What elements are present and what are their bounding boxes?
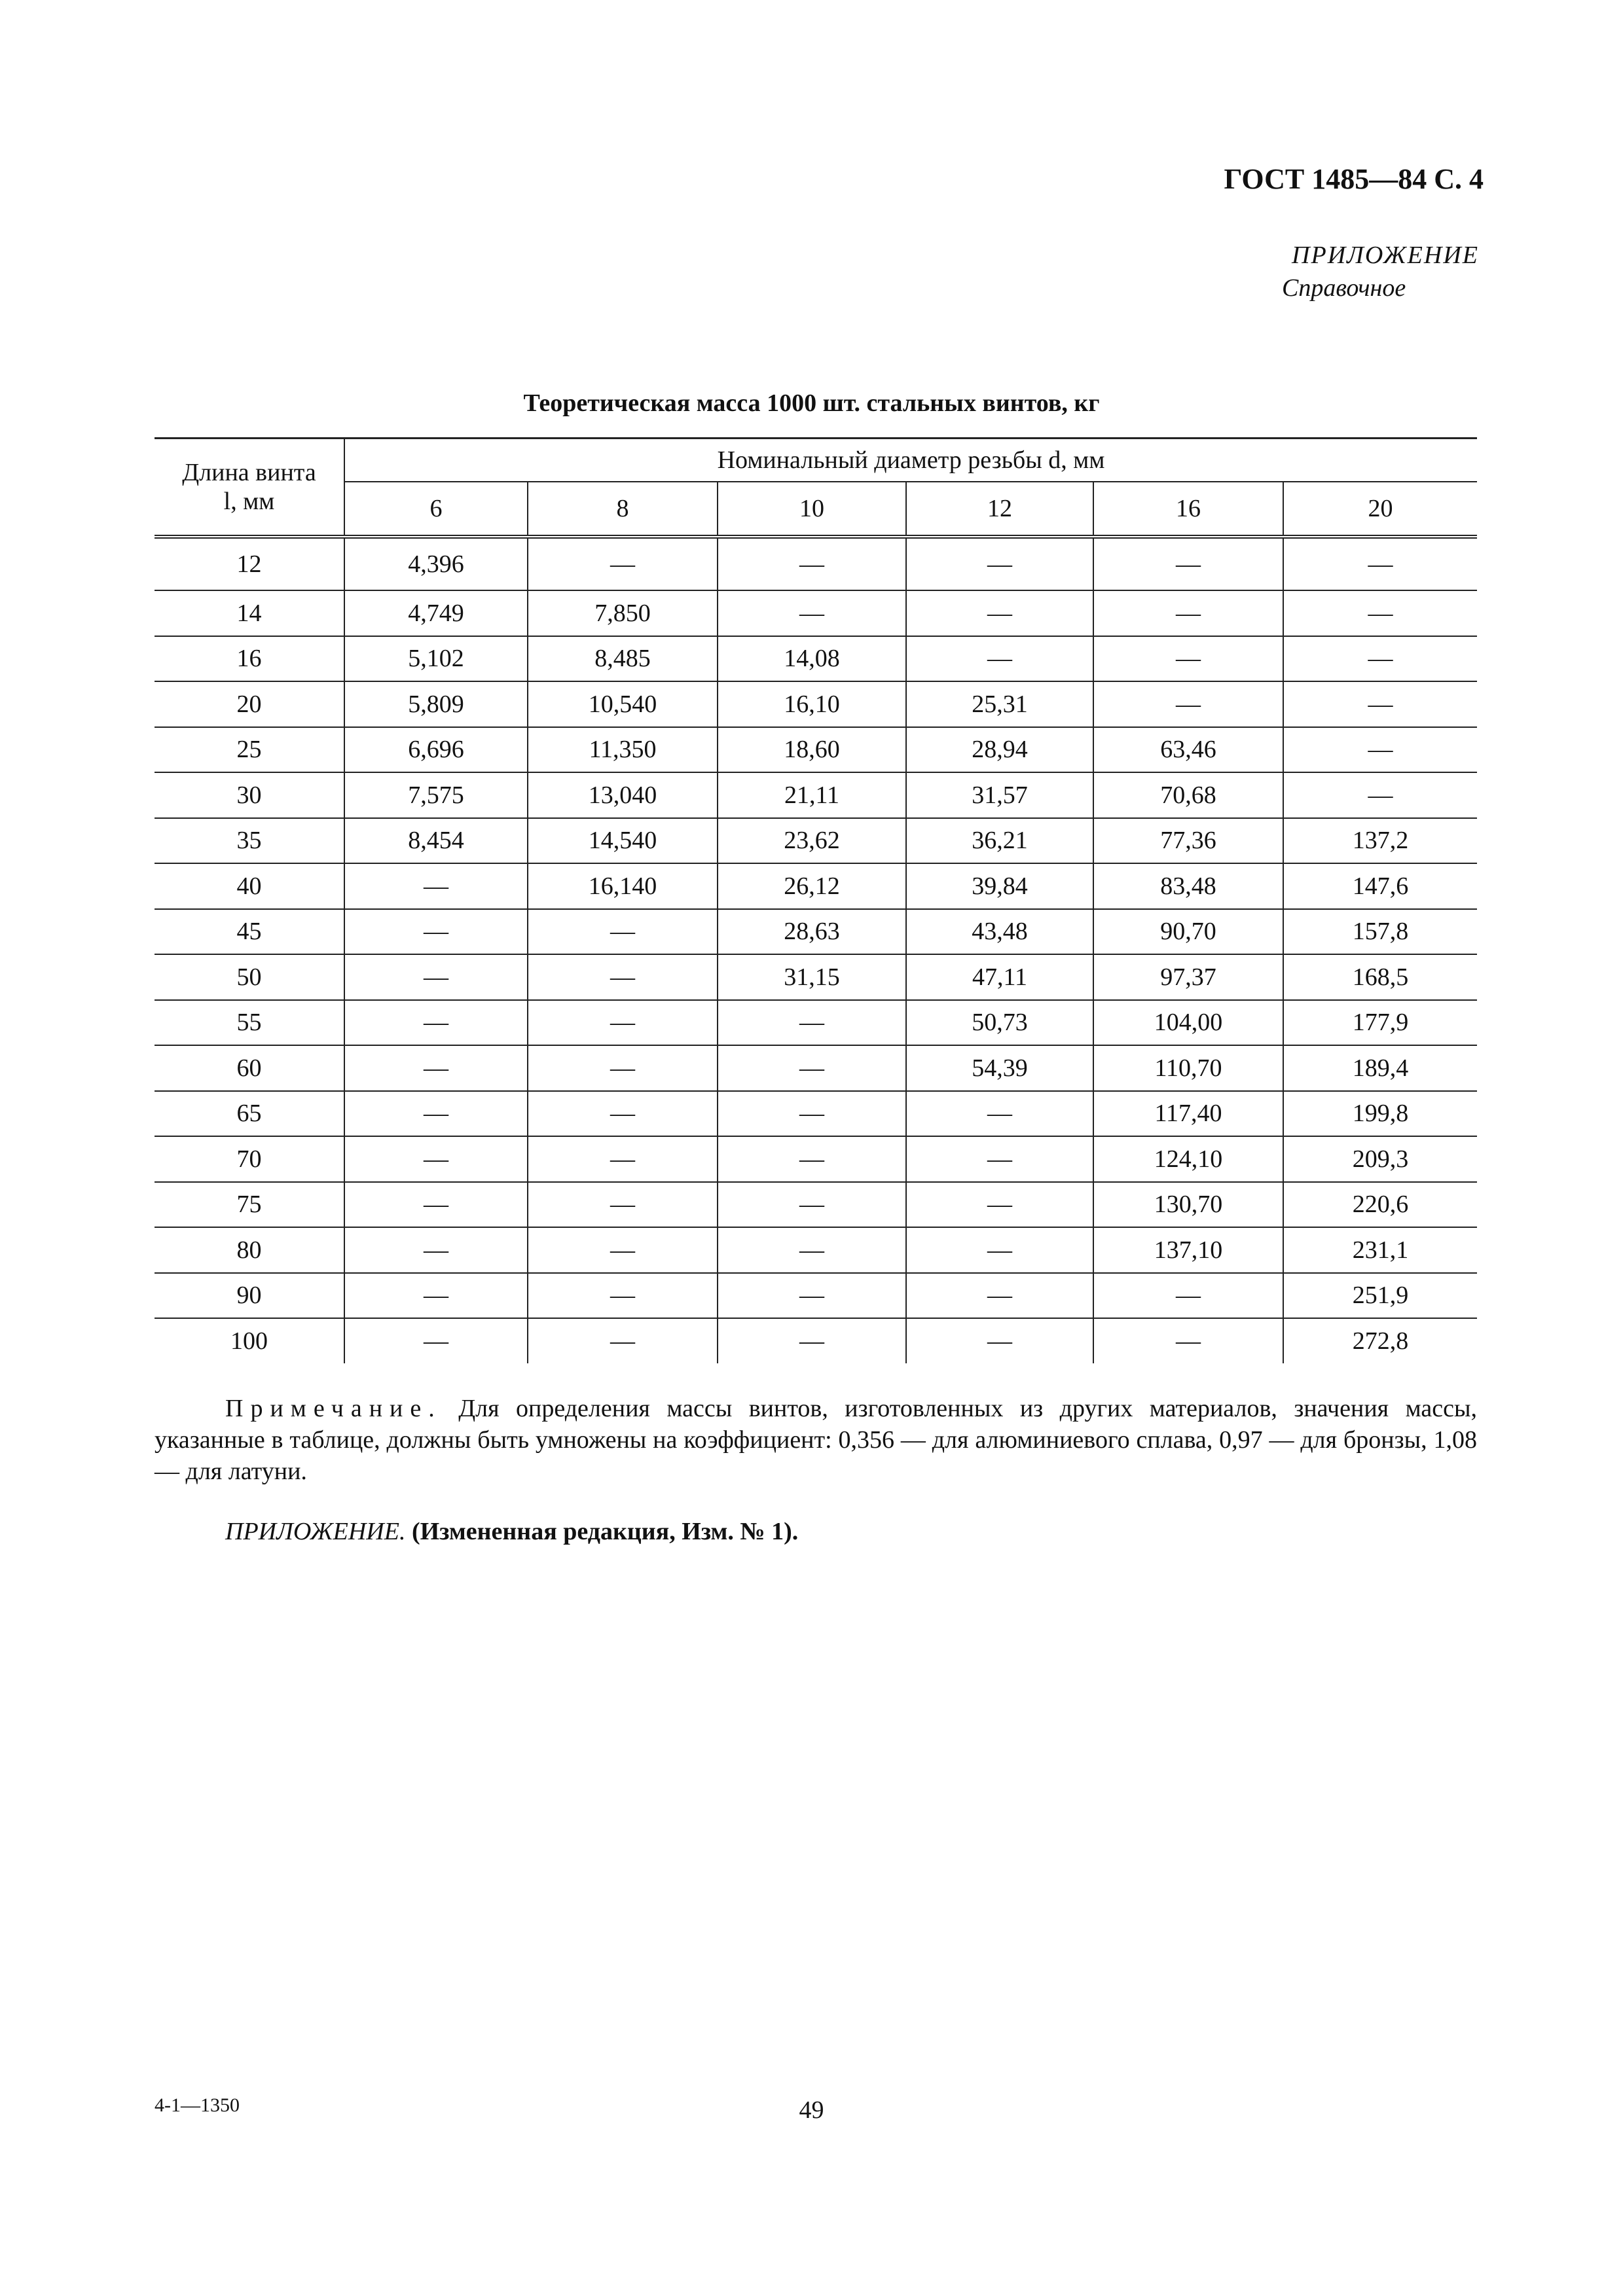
mass-cell: 13,040 [528,772,718,818]
mass-cell: 47,11 [906,954,1093,1000]
length-header-line2: l, мм [223,488,275,515]
mass-cell: 7,575 [344,772,528,818]
mass-cell: 8,485 [528,636,718,682]
mass-cell: — [906,636,1093,682]
mass-cell: — [1093,636,1283,682]
mass-cell: 90,70 [1093,909,1283,955]
length-cell: 25 [155,727,344,773]
mass-cell: 16,10 [718,681,906,727]
mass-table [155,437,1477,1363]
length-cell: 40 [155,863,344,909]
table-body [155,537,1477,1363]
mass-cell: 6,696 [344,727,528,773]
mass-cell: 63,46 [1093,727,1283,773]
table-row [155,727,1477,773]
table-row [155,1227,1477,1273]
mass-cell: 130,70 [1093,1182,1283,1228]
mass-cell: — [1093,590,1283,636]
table-row [155,1136,1477,1182]
mass-cell: — [906,590,1093,636]
mass-cell: — [1283,772,1477,818]
print-code: 4-1—1350 [155,2094,240,2116]
mass-cell: — [1093,1273,1283,1319]
mass-cell: 4,749 [344,590,528,636]
mass-cell: — [906,1273,1093,1319]
mass-cell: 251,9 [1283,1273,1477,1319]
mass-cell: 220,6 [1283,1182,1477,1228]
mass-cell: 28,63 [718,909,906,955]
mass-cell: — [718,1182,906,1228]
mass-cell: — [1093,681,1283,727]
mass-cell: 50,73 [906,1000,1093,1046]
mass-cell: 189,4 [1283,1045,1477,1091]
diameter-col-header: 6 [344,482,528,537]
length-cell: 80 [155,1227,344,1273]
length-cell: 60 [155,1045,344,1091]
mass-cell: 157,8 [1283,909,1477,955]
mass-cell: — [718,590,906,636]
note-label: Примечание. [225,1395,442,1422]
table-row [155,818,1477,864]
mass-cell: 43,48 [906,909,1093,955]
mass-cell: — [344,1182,528,1228]
appendix-type: Справочное [1282,274,1406,302]
mass-cell: 54,39 [906,1045,1093,1091]
mass-cell: 137,10 [1093,1227,1283,1273]
mass-cell: 23,62 [718,818,906,864]
mass-cell: 31,57 [906,772,1093,818]
mass-cell: 14,540 [528,818,718,864]
mass-cell: 137,2 [1283,818,1477,864]
note-text: Для определения массы винтов, изготовленных из других материалов, значения массы, указанные в таблице, должны быть умножены на коэффициент: 0,356 — для алюминиевого сплава, 0,97 — для бронзы, 1,08 — для латуни. [155,1395,1478,1485]
mass-cell: 7,850 [528,590,718,636]
mass-cell: 8,454 [344,818,528,864]
mass-cell: 39,84 [906,863,1093,909]
mass-cell: — [906,1182,1093,1228]
mass-cell: — [344,954,528,1000]
length-header-line1: Длина винта [182,459,316,486]
mass-cell: 11,350 [528,727,718,773]
diameter-col-header: 16 [1093,482,1283,537]
mass-cell: — [1283,636,1477,682]
mass-cell: 168,5 [1283,954,1477,1000]
mass-cell: 18,60 [718,727,906,773]
length-header [155,439,344,537]
table-title: Теоретическая масса 1000 шт. стальных винтов, кг [523,389,1100,417]
mass-cell: 25,31 [906,681,1093,727]
mass-cell: 83,48 [1093,863,1283,909]
mass-cell: 147,6 [1283,863,1477,909]
diameter-header: Номинальный диаметр резьбы d, мм [344,439,1477,482]
mass-cell: — [718,1273,906,1319]
diameter-col-header: 12 [906,482,1093,537]
table-row [155,681,1477,727]
edition-note [225,1517,798,1546]
diameter-col-header: 10 [718,482,906,537]
length-cell: 16 [155,636,344,682]
table-row [155,909,1477,955]
document-reference: ГОСТ 1485—84 С. 4 [1224,163,1484,195]
mass-cell: 16,140 [528,863,718,909]
mass-cell: — [906,1318,1093,1363]
table-row [155,1091,1477,1137]
mass-cell: 209,3 [1283,1136,1477,1182]
mass-cell: — [1283,537,1477,590]
mass-cell: 5,809 [344,681,528,727]
mass-cell: 14,08 [718,636,906,682]
mass-cell: — [1283,681,1477,727]
mass-cell: — [1093,537,1283,590]
table-row [155,1000,1477,1046]
mass-cell: — [528,954,718,1000]
length-cell: 12 [155,537,344,590]
table-row [155,636,1477,682]
mass-cell: 36,21 [906,818,1093,864]
mass-cell: — [906,537,1093,590]
appendix-label: ПРИЛОЖЕНИЕ [1292,242,1479,269]
mass-cell: — [528,1045,718,1091]
mass-cell: — [528,1182,718,1228]
edition-label: ПРИЛОЖЕНИЕ. [225,1518,406,1545]
mass-cell: 26,12 [718,863,906,909]
mass-cell: 231,1 [1283,1227,1477,1273]
mass-cell: — [1283,727,1477,773]
table-row [155,1182,1477,1228]
mass-cell: — [1093,1318,1283,1363]
mass-cell: — [344,1045,528,1091]
diameter-col-header: 20 [1283,482,1477,537]
mass-cell: 97,37 [1093,954,1283,1000]
mass-cell: 104,00 [1093,1000,1283,1046]
length-cell: 55 [155,1000,344,1046]
mass-cell: — [718,1045,906,1091]
mass-cell: 21,11 [718,772,906,818]
table-note [155,1393,1477,1487]
mass-cell: 77,36 [1093,818,1283,864]
page-number: 49 [799,2096,824,2124]
mass-cell: — [906,1227,1093,1273]
mass-cell: — [528,537,718,590]
mass-cell: — [528,1273,718,1319]
mass-cell: — [344,1273,528,1319]
length-cell: 75 [155,1182,344,1228]
table-row [155,1273,1477,1319]
mass-cell: 5,102 [344,636,528,682]
mass-cell: — [718,537,906,590]
mass-cell: 28,94 [906,727,1093,773]
length-cell: 45 [155,909,344,955]
mass-cell: — [718,1136,906,1182]
mass-cell: — [344,1136,528,1182]
mass-cell: 10,540 [528,681,718,727]
mass-cell: — [344,1227,528,1273]
mass-cell: — [528,1318,718,1363]
mass-cell: 70,68 [1093,772,1283,818]
mass-cell: — [718,1000,906,1046]
length-cell: 35 [155,818,344,864]
edition-text: (Измененная редакция, Изм. № 1). [411,1518,799,1545]
table-row [155,1318,1477,1363]
mass-cell: 117,40 [1093,1091,1283,1137]
mass-cell: 124,10 [1093,1136,1283,1182]
mass-cell: — [344,1091,528,1137]
mass-cell: 110,70 [1093,1045,1283,1091]
mass-cell: — [344,909,528,955]
length-cell: 65 [155,1091,344,1137]
table-row [155,863,1477,909]
mass-cell: 4,396 [344,537,528,590]
table-row [155,537,1477,590]
table-row [155,954,1477,1000]
mass-cell: — [1283,590,1477,636]
diameter-col-header: 8 [528,482,718,537]
mass-cell: — [906,1136,1093,1182]
mass-cell: — [528,1000,718,1046]
length-cell: 90 [155,1273,344,1319]
mass-cell: 272,8 [1283,1318,1477,1363]
mass-cell: — [528,1227,718,1273]
mass-cell: 177,9 [1283,1000,1477,1046]
mass-cell: — [906,1091,1093,1137]
length-cell: 20 [155,681,344,727]
mass-cell: — [344,1318,528,1363]
mass-cell: — [528,1091,718,1137]
length-cell: 70 [155,1136,344,1182]
length-cell: 50 [155,954,344,1000]
length-cell: 14 [155,590,344,636]
mass-cell: — [718,1227,906,1273]
table-row [155,590,1477,636]
mass-cell: — [344,1000,528,1046]
table-row [155,772,1477,818]
mass-cell: 199,8 [1283,1091,1477,1137]
mass-cell: — [528,1136,718,1182]
mass-cell: — [344,863,528,909]
mass-cell: — [718,1091,906,1137]
mass-cell: — [718,1318,906,1363]
length-cell: 100 [155,1318,344,1363]
length-cell: 30 [155,772,344,818]
mass-cell: 31,15 [718,954,906,1000]
table-row [155,1045,1477,1091]
mass-cell: — [528,909,718,955]
